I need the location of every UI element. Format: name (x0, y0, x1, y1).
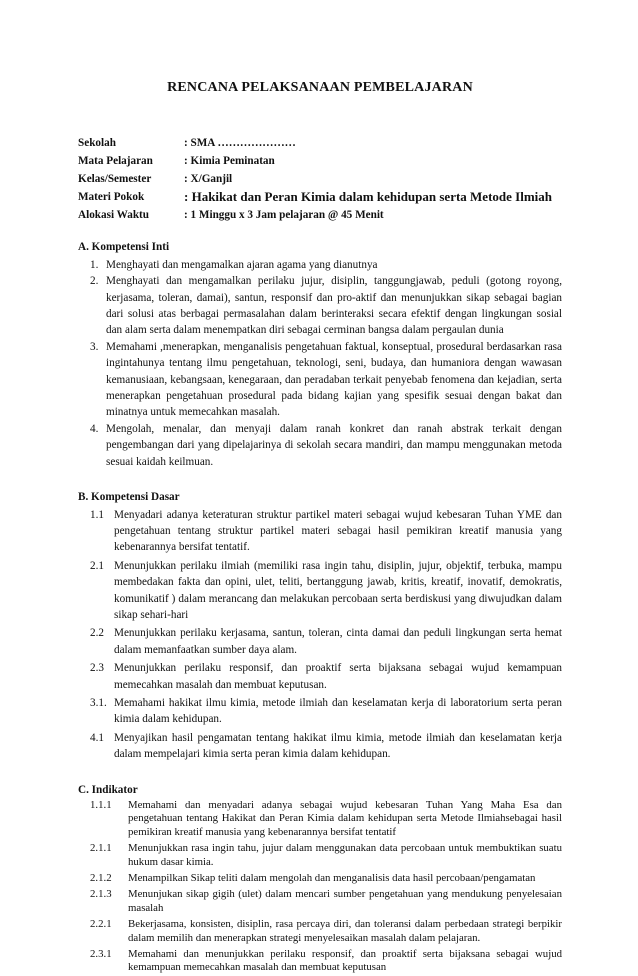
identity-label: Kelas/Semester (78, 173, 152, 185)
item-text: Menunjukan sikap gigih (ulet) dalam mencari sumber pengetahuan yang mendukung penyelesaian masalah (128, 888, 562, 914)
indikator-list (78, 799, 562, 975)
item-text: Menyajikan hasil pengamatan tentang hakikat ilmu kimia, metode ilmiah dan keselamatan kerja dalam mempelajari kimia serta peran kimia dalam kehidupan. (114, 731, 562, 761)
item-text: Menunjukkan perilaku responsif, dan proaktif serta bijaksana sebagai wujud kemampuan memecahkan masalah dan membuat keputusan. (114, 662, 562, 691)
item-number: 2.2.1 (90, 918, 112, 931)
item-number: 1.1.1 (90, 799, 112, 811)
item-number: 2.3 (90, 662, 104, 675)
list-item (78, 421, 562, 470)
list-item (78, 948, 562, 975)
item-number: 3. (90, 340, 99, 353)
item-number: 2.1.3 (90, 888, 112, 901)
list-item (78, 730, 562, 763)
identity-row-subject (78, 151, 562, 169)
item-number: 2. (90, 275, 99, 288)
identity-label: Sekolah (78, 137, 116, 149)
list-item (78, 842, 562, 869)
list-item (78, 695, 562, 728)
list-item (78, 507, 562, 556)
item-text: Bekerjasama, konsisten, disiplin, rasa percaya diri, dan toleransi dalam perbedaan strategi berpikir dalam memilih dan menerapkan strategi menyelesaikan masalah dalam pelajaran. (128, 918, 562, 944)
list-item (78, 273, 562, 339)
item-number: 1.1 (90, 508, 104, 521)
list-item (78, 558, 562, 624)
item-text: Menghayati dan mengamalkan ajaran agama yang dianutnya (106, 258, 378, 271)
identity-block (78, 133, 562, 223)
item-text: Menampilkan Sikap teliti dalam mengolah dan menganalisis data hasil percobaan/pengamatan (128, 872, 536, 885)
list-item (78, 888, 562, 915)
identity-row-time (78, 205, 562, 223)
item-number: 4.1 (90, 731, 104, 744)
list-item (78, 872, 562, 885)
section-heading-kd: B. Kompetensi Dasar (78, 491, 180, 504)
item-text: Memahami dan menyadari adanya sebagai wujud kebesaran Tuhan Yang Maha Esa dan pengetahuan tentang Hakikat dan Peran Kimia dalam kehidupan serta Metode Ilmiahsebagai hasil pemikiran kreatif manusia yang kebenarannya bersifat tentatif (128, 799, 562, 838)
list-item (78, 660, 562, 693)
identity-value: : SMA ………………… (184, 137, 296, 149)
identity-label: Materi Pokok (78, 191, 145, 203)
item-number: 2.2 (90, 627, 104, 640)
item-number: 2.1.1 (90, 842, 112, 855)
item-number: 4. (90, 422, 99, 435)
item-text: Memahami ,menerapkan, menganalisis pengetahuan faktual, konseptual, prosedural berdasarkan rasa ingintahunya tentang ilmu pengetahuan, teknologi, seni, budaya, dan humaniora dengan wawasan kemanusiaan, kebangsaan, kenegaraan, dan peradaban terkait penyebab fenomena dan kejadian, serta menerapkan pengetahuan prosedural pada bidang kajian yang spesifik sesuai dengan bakat dan minatnya untuk memecahkan masalah. (106, 340, 562, 419)
item-text: Menunjukkan perilaku ilmiah (memiliki rasa ingin tahu, disiplin, jujur, objektif, terbuka, mampu membedakan fakta dan opini, ulet, teliti, bertanggung jawab, kritis, kreatif, inovatif, demokratis, komunikatif ) dalam merancang dan melakukan percobaan serta berdiskusi yang diwujudkan dalam sikap sehari-hari (114, 559, 562, 621)
section-heading-indikator: C. Indikator (78, 783, 138, 796)
item-text: Memahami hakikat ilmu kimia, metode ilmiah dan keselamatan kerja di laboratorium serta peran kimia dalam kehidupan. (114, 696, 562, 726)
item-text: Menunjukkan rasa ingin tahu, jujur dalam menggunakan data percobaan untuk membuktikan suatu hukum dasar kimia. (128, 842, 562, 868)
item-number: 2.1.2 (90, 872, 112, 885)
identity-value: : Kimia Peminatan (184, 155, 275, 167)
identity-value: : 1 Minggu x 3 Jam pelajaran @ 45 Menit (184, 209, 384, 221)
identity-label: Alokasi Waktu (78, 209, 149, 221)
section-heading-ki: A. Kompetensi Inti (78, 241, 170, 254)
list-item (78, 625, 562, 658)
item-text: Menghayati dan mengamalkan perilaku jujur, disiplin, tanggungjawab, peduli (gotong royong, kerjasama, toleran, damai), santun, responsif dan pro-aktif dan menunjukkan sikap sebagai bagian dari solusi atas berbagai permasalahan dalam berinteraksi secara efektif dengan lingkungan sosial dan alam serta dalam menempatkan diri sebagai cerminan bangsa dalam pergaulan dunia (106, 275, 562, 337)
identity-value: : X/Ganjil (184, 173, 233, 185)
item-text: Menunjukkan perilaku kerjasama, santun, toleran, cinta damai dan peduli lingkungan serta hemat dalam memanfaatkan sumber daya alam. (114, 627, 562, 656)
item-text: Menyadari adanya keteraturan struktur partikel materi sebagai wujud kebesaran Tuhan YME dan pengetahuan tentang struktur partikel materi sebagai hasil pemikiran kreatif manusia yang kebenarannya bersifat tentatif. (114, 508, 562, 554)
item-text: Mengolah, menalar, dan menyaji dalam ranah konkret dan ranah abstrak terkait dengan pengembangan dari yang dipelajarinya di sekolah secara mandiri, dan mampu menggunakan metoda sesuai kaidah keilmuan. (106, 422, 562, 468)
identity-row-school (78, 133, 562, 151)
identity-label: Mata Pelajaran (78, 155, 153, 167)
identity-row-class (78, 169, 562, 187)
list-item (78, 339, 562, 421)
list-item (78, 257, 562, 273)
list-item (78, 799, 562, 839)
kompetensi-dasar-list (78, 507, 562, 763)
list-item (78, 918, 562, 945)
kompetensi-inti-list (78, 257, 562, 470)
identity-row-topic (78, 187, 562, 205)
item-number: 2.1 (90, 559, 104, 572)
item-number: 3.1. (90, 696, 107, 709)
identity-value: : Hakikat dan Peran Kimia dalam kehidupan serta Metode Ilmiah (184, 189, 552, 204)
item-text: Memahami dan menunjukkan perilaku responsif, dan proaktif serta bijaksana sebagai wujud kemampuan memecahkan masalah dan membuat keputusan (128, 948, 562, 974)
document-title: RENCANA PELAKSANAAN PEMBELAJARAN (167, 80, 473, 95)
item-number: 1. (90, 258, 99, 271)
item-number: 2.3.1 (90, 948, 112, 961)
